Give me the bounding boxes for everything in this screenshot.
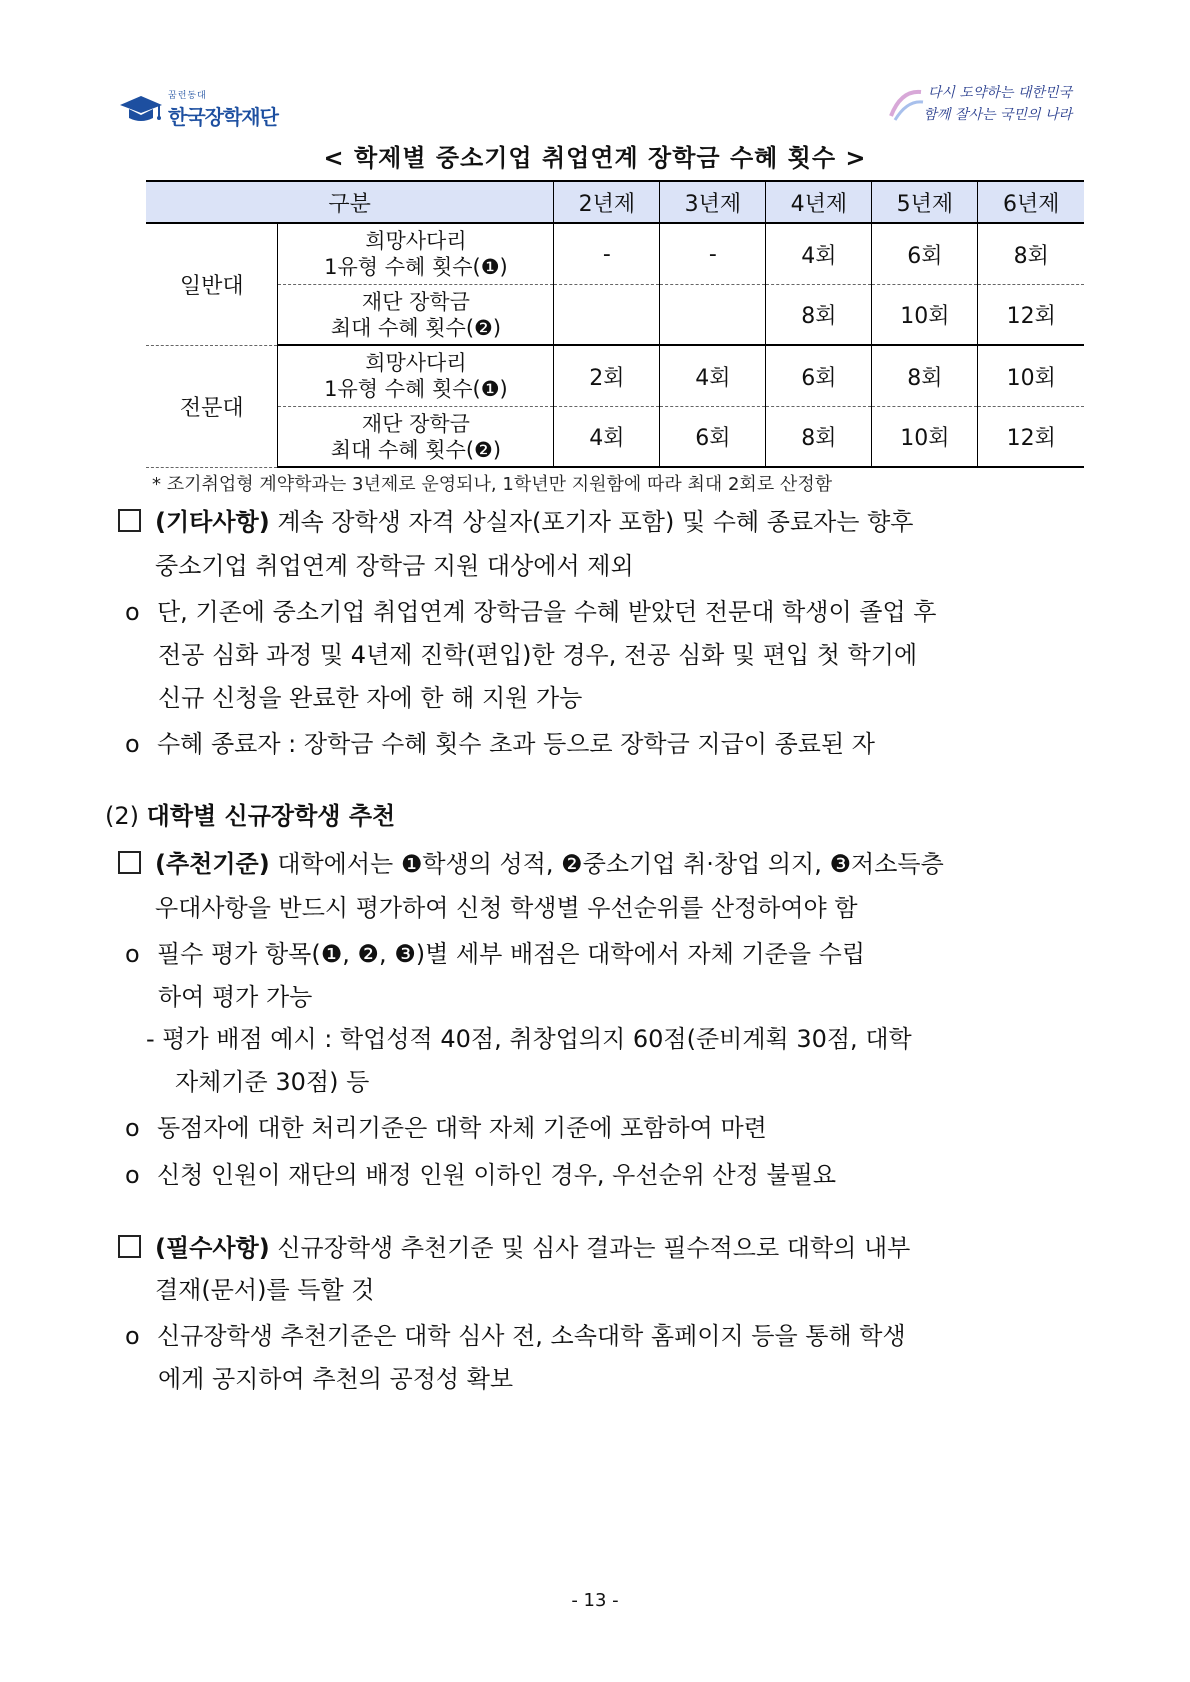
swoosh-icon [887, 86, 927, 126]
recommend-bullet-2 [125, 1106, 767, 1150]
row-label-line1: 희망사다리 [365, 351, 467, 375]
value-cell: 10회 [872, 407, 978, 468]
etc-text: 계속 장학생 자격 상실자(포기자 포함) 및 수혜 종료자는 향후 [269, 508, 914, 536]
value-cell: - [660, 223, 766, 285]
checkbox-square-icon [118, 509, 141, 532]
etc-bullet-1-line1 [125, 590, 936, 634]
graduation-cap-icon [118, 91, 164, 127]
kosaf-logo [118, 88, 278, 130]
value-cell: 8회 [872, 345, 978, 407]
etc-bullet-2-text: 수혜 종료자 : 장학금 수혜 횟수 초과 등으로 장학금 지급이 종료된 자 [157, 730, 875, 758]
etc-bullet-1-text: 단, 기존에 중소기업 취업연계 장학금을 수혜 받았던 전문대 학생이 졸업 후 [157, 598, 937, 626]
government-slogan [887, 82, 1072, 130]
row-label-line1: 재단 장학금 [361, 411, 470, 436]
slogan-line-1: 다시 도약하는 대한민국 [927, 85, 1072, 101]
row-label-line2: 최대 수혜 횟수(❷) [330, 437, 502, 462]
required-text: 신규장학생 추천기준 및 심사 결과는 필수적으로 대학의 내부 [269, 1234, 911, 1262]
value-cell: 4회 [554, 407, 660, 468]
bullet-icon: o [125, 598, 140, 626]
required-paragraph-line1 [118, 1226, 910, 1270]
table-title: < 학제별 중소기업 취업연계 장학금 수혜 횟수 > [323, 144, 867, 172]
table-row [146, 407, 1084, 468]
group-label: 전문대 [146, 345, 278, 467]
required-bullet-1-text: 신규장학생 추천기준은 대학 심사 전, 소속대학 홈페이지 등을 통해 학생 [157, 1322, 906, 1350]
section-number: (2) [105, 802, 139, 830]
row-label-line2: 1유형 수혜 횟수(❶) [324, 377, 508, 401]
recommend-text: 대학에서는 ❶학생의 성적, ❷중소기업 취·창업 의지, ❸저소득층 [269, 850, 944, 878]
bullet-icon: o [125, 1114, 140, 1142]
bullet-icon: o [125, 1161, 140, 1189]
checkbox-square-icon [118, 851, 141, 874]
bullet-icon: o [125, 940, 140, 968]
table-row [146, 285, 1084, 346]
bullet-icon: o [125, 730, 140, 758]
etc-paragraph-line2: 중소기업 취업연계 장학금 지원 대상에서 제외 [155, 552, 634, 580]
value-cell: 12회 [978, 407, 1084, 468]
row-label [278, 285, 554, 346]
required-bullet-1-line2: 에게 공지하여 추천의 공정성 확보 [158, 1365, 514, 1393]
recommend-paragraph-line2: 우대사항을 반드시 평가하여 신청 학생별 우선순위를 산정하여야 함 [155, 894, 858, 922]
header-cell: 2년제 [554, 181, 660, 223]
recommend-dash-1-line2: 자체기준 30점) 등 [175, 1068, 370, 1096]
slogan-line-2: 함께 잘사는 국민의 나라 [923, 107, 1072, 123]
header-cell: 4년제 [766, 181, 872, 223]
etc-tag: (기타사항) [155, 508, 270, 536]
table-header-row [146, 181, 1084, 223]
recommend-bullet-2-text: 동점자에 대한 처리기준은 대학 자체 기준에 포함하여 마련 [157, 1114, 767, 1142]
value-cell: 6회 [872, 223, 978, 285]
value-cell: 12회 [978, 285, 1084, 346]
recommend-dash-1-line1: - 평가 배점 예시 : 학업성적 40점, 취창업의지 60점(준비계획 30점, 대학 [146, 1025, 912, 1053]
row-label [278, 223, 554, 285]
table-row [146, 345, 1084, 407]
header-cell: 구분 [146, 181, 554, 223]
checkbox-square-icon [118, 1235, 141, 1258]
section-heading [105, 794, 395, 838]
recommend-tag: (추천기준) [155, 850, 270, 878]
value-cell [554, 285, 660, 346]
recommend-bullet-3-text: 신청 인원이 재단의 배정 인원 이하인 경우, 우선순위 산정 불필요 [157, 1161, 837, 1189]
row-label-line1: 희망사다리 [365, 229, 467, 253]
required-bullet-1-line1 [125, 1314, 906, 1358]
value-cell: 4회 [660, 345, 766, 407]
value-cell: 8회 [766, 407, 872, 468]
value-cell: 6회 [766, 345, 872, 407]
row-label-line2: 최대 수혜 횟수(❷) [330, 315, 502, 340]
page-header [118, 82, 1072, 134]
value-cell: 10회 [872, 285, 978, 346]
header-cell: 5년제 [872, 181, 978, 223]
recommend-bullet-1-line2: 하여 평가 가능 [158, 983, 313, 1011]
table-row [146, 223, 1084, 285]
row-label [278, 407, 554, 468]
value-cell: 4회 [766, 223, 872, 285]
bullet-icon: o [125, 1322, 140, 1350]
value-cell: 10회 [978, 345, 1084, 407]
etc-paragraph-line1 [118, 500, 914, 544]
recommend-bullet-1-text: 필수 평가 항목(❶, ❷, ❸)별 세부 배점은 대학에서 자체 기준을 수립 [157, 940, 866, 968]
recommend-bullet-1-line1 [125, 932, 865, 976]
recommend-bullet-3 [125, 1153, 836, 1197]
row-label-line2: 1유형 수혜 횟수(❶) [324, 255, 508, 279]
etc-bullet-1-line3: 신규 신청을 완료한 자에 한 해 지원 가능 [158, 684, 583, 712]
required-tag: (필수사항) [155, 1234, 270, 1262]
logo-tagline: 꿈런동대 [168, 91, 207, 101]
table-footnote: * 조기취업형 계약학과는 3년제로 운영되나, 1학년만 지원함에 따라 최대 2회로 산정함 [152, 474, 833, 495]
value-cell: 8회 [766, 285, 872, 346]
required-paragraph-line2: 결재(문서)를 득할 것 [155, 1276, 375, 1304]
row-label-line1: 재단 장학금 [361, 289, 470, 314]
recommend-paragraph-line1 [118, 842, 944, 886]
header-cell: 3년제 [660, 181, 766, 223]
value-cell: - [554, 223, 660, 285]
section-title: 대학별 신규장학생 추천 [146, 802, 396, 830]
row-label [278, 345, 554, 407]
etc-bullet-1-line2: 전공 심화 과정 및 4년제 진학(편입)한 경우, 전공 심화 및 편입 첫 학기에 [158, 641, 918, 669]
header-cell: 6년제 [978, 181, 1084, 223]
value-cell: 2회 [554, 345, 660, 407]
value-cell [660, 285, 766, 346]
scholarship-count-table [146, 180, 1084, 468]
logo-name: 한국장학재단 [168, 105, 278, 129]
group-label: 일반대 [146, 223, 278, 345]
etc-bullet-2 [125, 722, 875, 766]
page-number: - 13 - [571, 1590, 619, 1611]
value-cell: 8회 [978, 223, 1084, 285]
value-cell: 6회 [660, 407, 766, 468]
